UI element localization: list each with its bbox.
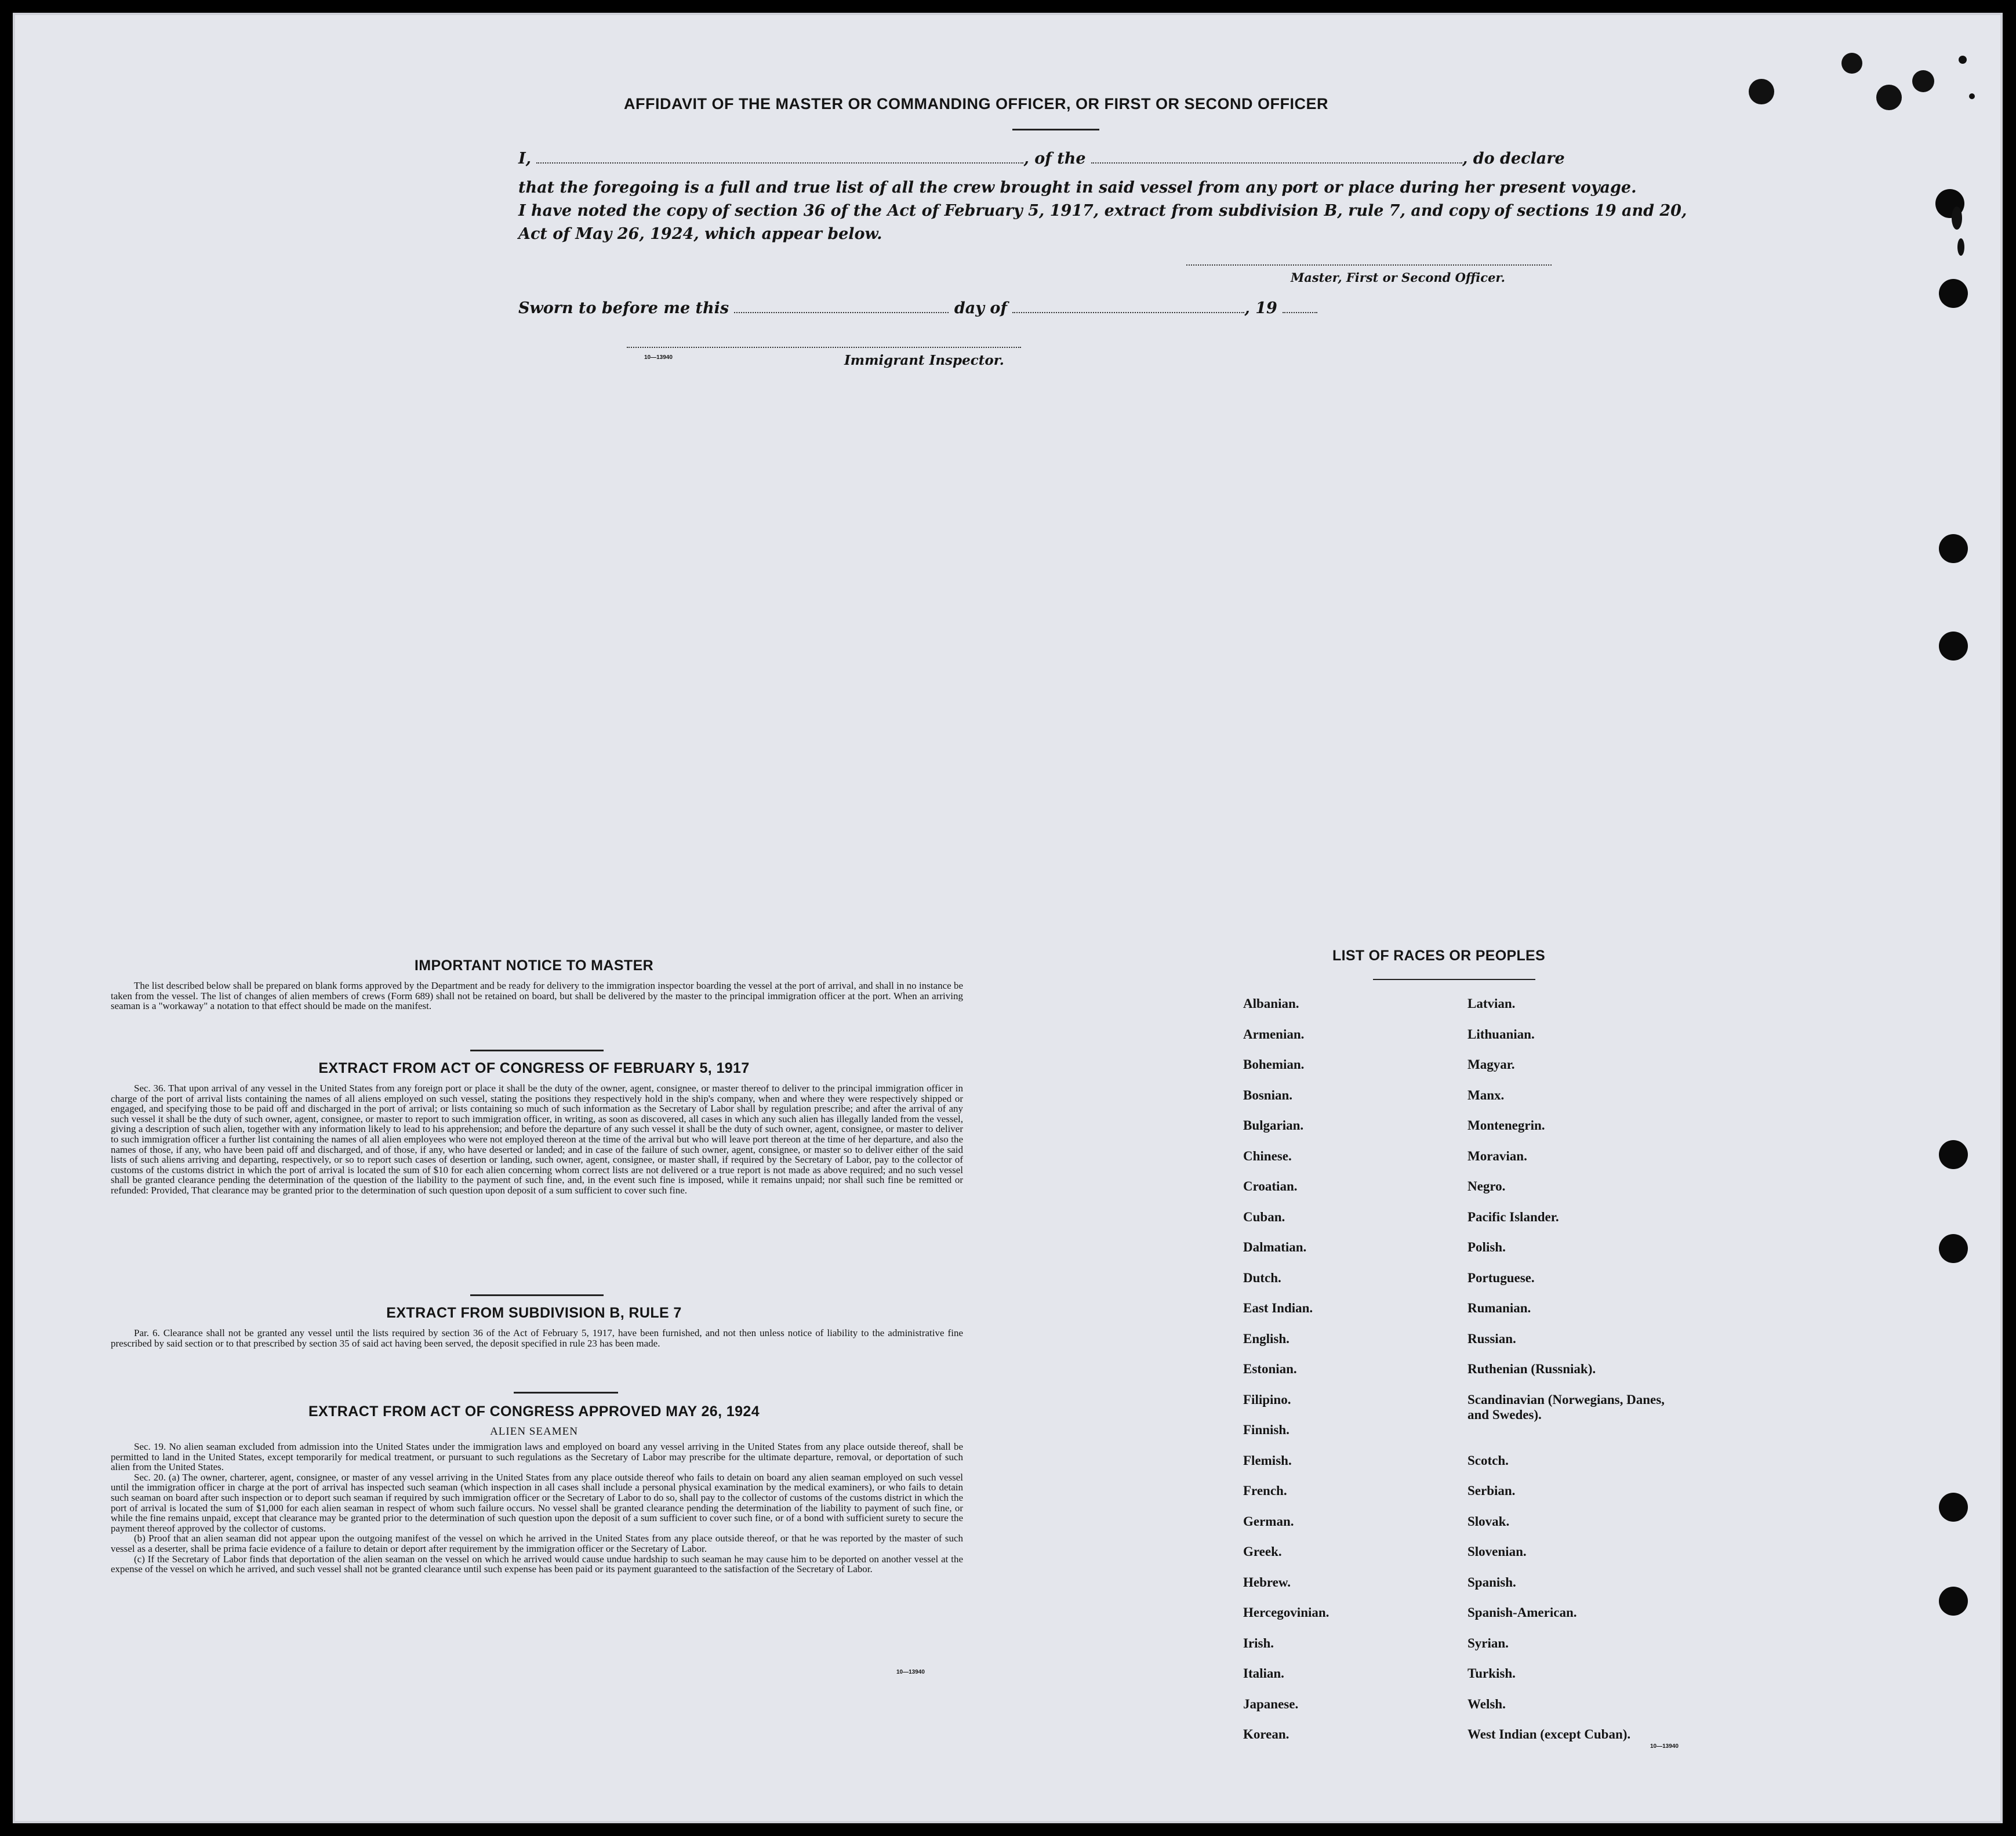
sworn-line xyxy=(518,299,1317,317)
races-right-column xyxy=(1467,996,1688,1758)
ink-speck-mark xyxy=(1957,238,1964,256)
race-item: West Indian (except Cuban). xyxy=(1467,1727,1631,1741)
ink-speck-mark xyxy=(1749,79,1774,104)
extract-1917-title: EXTRACT FROM ACT OF CONGRESS OF FEBRUARY 5, 1917 xyxy=(318,1060,750,1076)
races-left-column xyxy=(1243,996,1329,1758)
race-item: Syrian. xyxy=(1467,1635,1509,1650)
sworn-day-of-label: day of xyxy=(954,299,1007,317)
extract-1924-body xyxy=(111,1442,963,1574)
race-item: Portuguese. xyxy=(1467,1270,1535,1285)
extract-1924-title: EXTRACT FROM ACT OF CONGRESS APPROVED MAY 26, 1924 xyxy=(308,1403,760,1420)
sec-20c-text: (c) If the Secretary of Labor finds that deportation of the alien seaman on the vessel on which he arrived would cause undue hardship to such seaman he may cause him to be deported on another vessel at the expense of the vessel on which he arrived, and such vessel shall not be granted clearance until such expense has been paid or its payment guaranteed to the satisfaction of the Secretary of Labor. xyxy=(111,1553,963,1575)
race-item: Italian. xyxy=(1243,1666,1284,1681)
race-item: Finnish. xyxy=(1243,1423,1289,1437)
race-item: Manx. xyxy=(1467,1087,1505,1102)
race-item: Slovak. xyxy=(1467,1514,1510,1529)
punch-hole-mark xyxy=(1939,1587,1968,1616)
affidavit-do-declare-label: , do declare xyxy=(1462,150,1565,168)
affidavit-line-2: that the foregoing is a full and true list of all the crew brought in said vessel from any port or place during her present voyage. xyxy=(518,179,1637,197)
race-item: Slovenian. xyxy=(1467,1544,1527,1559)
race-item: Scandinavian (Norwegians, Danes, and Swedes). xyxy=(1467,1392,1665,1422)
vessel-name-field[interactable] xyxy=(1091,152,1462,164)
race-item: Cuban. xyxy=(1243,1209,1285,1224)
races-title: LIST OF RACES OR PEOPLES xyxy=(1332,948,1545,964)
notice-title: IMPORTANT NOTICE TO MASTER xyxy=(414,957,654,974)
ink-speck-mark xyxy=(1912,70,1934,92)
race-item: Latvian. xyxy=(1467,996,1516,1011)
race-item: East Indian. xyxy=(1243,1301,1313,1315)
race-item: Spanish. xyxy=(1467,1574,1516,1590)
affidavit-i-label: I, xyxy=(518,150,532,168)
races-form-code: 10—13940 xyxy=(1650,1743,1679,1750)
manifest-sheet xyxy=(13,13,2003,1823)
race-item: Rumanian. xyxy=(1467,1301,1531,1315)
race-item: French. xyxy=(1243,1483,1287,1498)
race-item: Bulgarian. xyxy=(1243,1118,1304,1133)
race-item: Scotch. xyxy=(1467,1453,1509,1468)
ink-speck-mark xyxy=(1841,53,1862,74)
section-divider xyxy=(470,1294,604,1296)
section-divider xyxy=(470,1050,604,1051)
race-item: Croatian. xyxy=(1243,1179,1298,1193)
race-item: Russian. xyxy=(1467,1331,1516,1346)
master-signature-line[interactable] xyxy=(1186,264,1552,266)
race-item: Hebrew. xyxy=(1243,1574,1291,1590)
race-item: Spanish-American. xyxy=(1467,1605,1577,1620)
race-item: Albanian. xyxy=(1243,996,1299,1011)
race-item: Greek. xyxy=(1243,1544,1282,1559)
ink-speck-mark xyxy=(1969,93,1975,99)
sworn-year-label: , 19 xyxy=(1244,299,1277,317)
races-title-rule xyxy=(1373,979,1535,980)
sworn-day-field[interactable] xyxy=(734,302,949,313)
sec-20b-text: (b) Proof that an alien seaman did not appear upon the outgoing manifest of the vessel on which he arrived in the United States from any place outside thereof, or that he was reported by the master of such vessel as a deserter, shall be prima facie evidence of a failure to detain or deport after requirement by the immigration officer or the Secretary of Labor. xyxy=(111,1533,963,1554)
race-item: Turkish. xyxy=(1467,1666,1516,1681)
punch-hole-mark xyxy=(1939,534,1968,563)
punch-hole-mark xyxy=(1939,1234,1968,1263)
ink-speck-mark xyxy=(1959,56,1967,64)
punch-hole-mark xyxy=(1939,632,1968,661)
race-item: Polish. xyxy=(1467,1240,1506,1254)
inspector-label: Immigrant Inspector. xyxy=(844,353,1004,368)
ink-speck-mark xyxy=(1952,206,1962,230)
race-item: Korean. xyxy=(1243,1727,1289,1741)
extract-form-code: 10—13940 xyxy=(896,1669,925,1675)
notice-body: The list described below shall be prepared on blank forms approved by the Department and be ready for delivery to the immigration inspector boarding the vessel at the port of arrival, and shall in no instance be taken from the vessel. The list of changes of alien members of crews (Form 689) shall not be retained on board, but shall be delivered by the master to the principal immigration officer at the port. When an arriving seaman is a "workaway" a notation to that effect should be made on the manifest. xyxy=(111,980,963,1012)
race-item: Moravian. xyxy=(1467,1148,1527,1163)
section-divider xyxy=(514,1392,618,1394)
affidavit-form-code: 10—13940 xyxy=(644,354,673,361)
race-item: Armenian. xyxy=(1243,1026,1305,1042)
punch-hole-mark xyxy=(1939,279,1968,308)
race-item: Bosnian. xyxy=(1243,1087,1293,1102)
race-item: Dutch. xyxy=(1243,1270,1281,1285)
race-item: Negro. xyxy=(1467,1179,1506,1193)
punch-hole-mark xyxy=(1939,1493,1968,1522)
race-item: Filipino. xyxy=(1243,1392,1291,1407)
sworn-month-field[interactable] xyxy=(1012,302,1244,313)
affidavit-line-1 xyxy=(518,150,1565,168)
race-item: Ruthenian (Russniak). xyxy=(1467,1362,1596,1376)
race-item: Estonian. xyxy=(1243,1362,1297,1376)
extract-rule7-body: Par. 6. Clearance shall not be granted any vessel until the lists required by section 36 of the Act of February 5, 1917, have been furnished, and not then unless notice of liability to the administrative fine prescribed by said section or to that prescribed by section 35 of said act having been served, the deposit specified in rule 23 has been made. xyxy=(111,1327,963,1349)
extract-rule7-title: EXTRACT FROM SUBDIVISION B, RULE 7 xyxy=(386,1305,682,1321)
race-item: Montenegrin. xyxy=(1467,1118,1545,1133)
master-signature-label: Master, First or Second Officer. xyxy=(1291,270,1505,285)
race-item: Magyar. xyxy=(1467,1057,1515,1072)
ink-speck-mark xyxy=(1876,85,1902,110)
race-item: Hercegovinian. xyxy=(1243,1605,1330,1620)
affidavit-of-the-label: , of the xyxy=(1023,150,1086,168)
race-item: Japanese. xyxy=(1243,1696,1299,1711)
race-item: Serbian. xyxy=(1467,1483,1516,1498)
sworn-year-field[interactable] xyxy=(1283,302,1317,313)
extract-1917-body: Sec. 36. That upon arrival of any vessel in the United States from any foreign port or place it shall be the duty of the owner, agent, consignee, or master thereof to deliver to the principal immigration officer in charge of the port of arrival lists containing the names of all aliens employed on such vessel, stating the positions they respectively hold in the ship's company, when and where they were respectively shipped or engaged, and specifying those to be paid off and discharged in the port of arrival; or lists containing so much of such information as the Secretary of Labor shall by regulation prescribe; and after the arrival of any such vessel it shall be the duty of such owner, agent, consignee, or master to report to such immigration officer, in writing, as soon as discovered, all cases in which any such alien has illegally landed from the vessel, giving a description of such alien, together with any information likely to lead to his apprehension; and before the departure of any such vessel it shall be the duty of such owner, agent, consignee, or master to deliver to such immigration officer a further list containing the names of all alien employees who were not employed thereon at the time of the arrival but who will leave port thereon at the time of her departure, and also the names of those, if any, who have been paid off and discharged, and of those, if any, who have deserted or landed; and in case of the failure of such owner, agent, consignee, or master so to deliver either of the said lists of such aliens arriving and departing, respectively, or so to report such cases of desertion or landing, such owner, agent, consignee, or master shall, if required by the Secretary of Labor, pay to the collector of customs of the customs district in which the port of arrival is located the sum of $10 for each alien concerning whom correct lists are not delivered or a true report is not made as above required; and no such vessel shall be granted clearance pending the determination of the question of the liability to the payment of such fine, and, in the event such fine is imposed, while it remains unpaid; nor shall such fine be remitted or refunded: Provided, That clearance may be granted prior to the determination of such question upon deposit of a sum sufficient to cover such fine. xyxy=(111,1083,963,1196)
punch-hole-mark xyxy=(1939,1140,1968,1169)
affidavit-title: AFFIDAVIT OF THE MASTER OR COMMANDING OFFICER, OR FIRST OR SECOND OFFICER xyxy=(624,95,1328,113)
race-item: German. xyxy=(1243,1514,1294,1529)
affidavit-line-3: I have noted the copy of section 36 of the Act of February 5, 1917, extract from subdivision B, rule 7, and copy of sections 19 and 20, xyxy=(518,202,1687,220)
inspector-signature-line[interactable] xyxy=(627,347,1021,348)
race-item: Lithuanian. xyxy=(1467,1026,1535,1042)
sec-20a-text: Sec. 20. (a) The owner, charterer, agent, consignee, or master of any vessel arriving in the United States from any place outside thereof who fails to detain on board any alien seaman employed on such vessel until the immigration officer in charge at the port of arrival has inspected such seaman (which inspection in all cases shall include a personal physical examination by the medical examiners), or who fails to detain such seaman on board after such inspection or to deport such seaman if required by such immigration officer or the Secretary of Labor to do so, shall pay to the collector of customs of the customs district in which the port of arrival is located the sum of $1,000 for each alien seaman in respect of whom such failure occurs. No vessel shall be granted clearance pending the determination of the liability to payment of such fine, or while the fine remains unpaid, except that clearance may be granted prior to the determination of such question upon the deposit of a sum sufficient to cover such fine, or of a bond with sufficient surety to secure the payment thereof approved by the collector of customs. xyxy=(111,1471,963,1534)
affidavit-title-rule xyxy=(1012,129,1099,130)
officer-name-field[interactable] xyxy=(536,152,1023,164)
affidavit-line-4: Act of May 26, 1924, which appear below. xyxy=(518,225,882,243)
race-item: Welsh. xyxy=(1467,1696,1506,1711)
race-item: Pacific Islander. xyxy=(1467,1209,1559,1224)
race-item: Dalmatian. xyxy=(1243,1240,1307,1254)
sec-19-text: Sec. 19. No alien seaman excluded from admission into the United States under the immigration laws and employed on board any vessel arriving in the United States from any place outside thereof, shall be permitted to land in the United States, except temporarily for medical treatment, or pursuant to such regulations as the Secretary of Labor may prescribe for the ultimate departure, removal, or deportation of such alien from the United States. xyxy=(111,1441,963,1473)
race-item: English. xyxy=(1243,1331,1289,1346)
race-item: Flemish. xyxy=(1243,1453,1292,1468)
race-item: Chinese. xyxy=(1243,1148,1292,1163)
race-item: Bohemian. xyxy=(1243,1057,1305,1072)
sworn-prefix-label: Sworn to before me this xyxy=(518,299,729,317)
race-item: Irish. xyxy=(1243,1635,1274,1650)
extract-1924-subtitle: ALIEN SEAMEN xyxy=(490,1425,578,1438)
